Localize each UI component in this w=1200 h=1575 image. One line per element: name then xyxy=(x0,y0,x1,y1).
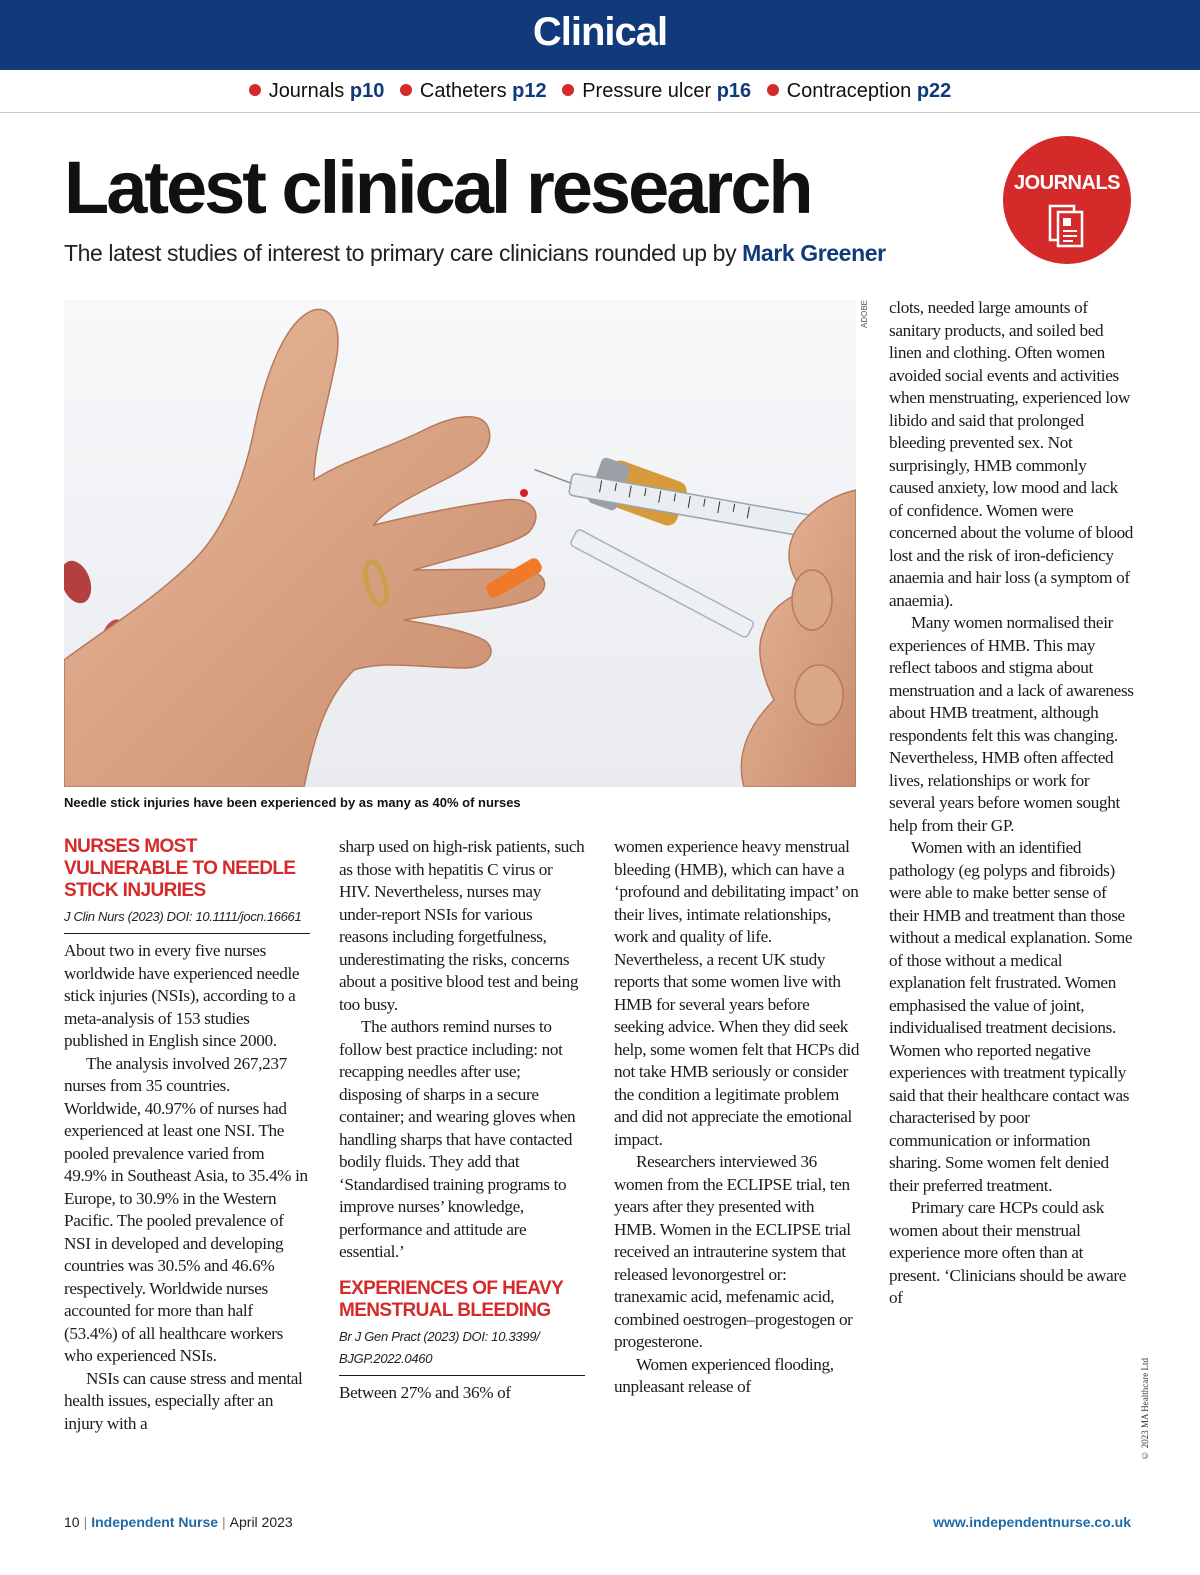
column-4 xyxy=(889,297,1135,1310)
footer-folio xyxy=(64,1514,293,1530)
body-paragraph: Women experienced flooding, unpleasant release of xyxy=(614,1354,834,1396)
standfirst-text: The latest studies of interest to primary care clinicians rounded up by xyxy=(64,240,737,266)
nav-item-pressure-ulcer[interactable] xyxy=(562,80,751,103)
folio-separator: | xyxy=(83,1514,88,1530)
body-paragraph: clots, needed large amounts of sanitary products, and soiled bed linen and clothing. Often women avoided social events and activities when menstruating, experienced low libido and said that prolonged bleeding prevented sex. Not surprisingly, HMB commonly caused anxiety, low mood and lack of confidence. Women were concerned about the volume of blood lost and the risk of iron-deficiency anaemia and hair loss (a symptom of anaemia). xyxy=(889,298,1134,610)
article-photo xyxy=(64,300,856,787)
body-paragraph: Primary care HCPs could ask women about their menstrual experience more often than at present. ‘Clinicians should be aware of xyxy=(889,1198,1127,1307)
journals-badge xyxy=(1003,136,1131,264)
section-title: Clinical xyxy=(532,10,668,54)
journal-reference: Br J Gen Pract (2023) DOI: 10.3399/ BJGP.2022.0460 xyxy=(339,1326,585,1376)
nav-label: Contraception xyxy=(786,80,912,102)
issue-date: April 2023 xyxy=(229,1514,293,1530)
body-paragraph: The analysis involved 267,237 nurses from 35 countries. Worldwide, 40.97% of nurses had experienced at least one NSI. The pooled prevalence varied from 49.9% in Southeast Asia, to 35.4% in Europe, to 30.9% in the Western Pacific. The pooled prevalence of NSI in developed and developing countries was 30.5% and 46.6% respectively. Worldwide nurses accounted for more than half (53.4%) of all healthcare workers who experienced NSIs. xyxy=(64,1053,308,1365)
nav-label: Journals xyxy=(268,80,345,102)
photo-caption: Needle stick injuries have been experienced by as many as 40% of nurses xyxy=(64,795,521,810)
section-nav xyxy=(0,72,1200,112)
folio-separator: | xyxy=(222,1514,226,1530)
author-name: Mark Greener xyxy=(742,240,886,266)
copyright-notice: © 2023 MA Healthcare Ltd xyxy=(1140,1358,1150,1461)
section-heading: NURSES MOST VULNERABLE TO NEEDLE STICK INJURIES xyxy=(64,836,296,901)
nav-item-contraception[interactable] xyxy=(767,80,952,103)
bullet-icon xyxy=(562,84,574,96)
nav-label: Catheters xyxy=(419,80,507,102)
body-paragraph: Between 27% and 36% of xyxy=(339,1382,511,1402)
bullet-icon xyxy=(767,84,779,96)
body-paragraph: Many women normalised their experiences of HMB. This may reflect taboos and stigma about menstruation and a lack of awareness about HMB treatment, although respondents felt this was changing. Nevertheless, HMB often affected lives, relationships or work for several years before women sought help from their GP. xyxy=(889,613,1134,835)
body-paragraph: NSIs can cause stress and mental health issues, especially after an injury with a xyxy=(64,1368,303,1433)
column-1 xyxy=(64,836,310,1435)
headline: Latest clinical research xyxy=(64,146,811,229)
badge-label: JOURNALS xyxy=(1013,172,1120,194)
body-paragraph: Women with an identified pathology (eg polyps and fibroids) were able to make better sense of their HMB and treatment than those without a medical explanation. Some of those without a medical explanation felt frustrated. Women emphasised the value of joint, individualised treatment decisions. Women who reported negative experiences with treatment typically said that their healthcare contact was characterised by poor communication or information sharing. Some women felt denied their preferred treatment. xyxy=(889,838,1133,1195)
nav-page: p10 xyxy=(349,80,385,102)
body-paragraph: Researchers interviewed 36 women from the ECLIPSE trial, ten years after they presented with HMB. Women in the ECLIPSE trial received an intrauterine system that released levonorgestrel or: tranexamic acid, mefenamic acid, combined oestrogen–progestogen or progesterone. xyxy=(614,1152,853,1351)
journal-reference: J Clin Nurs (2023) DOI: 10.1111/jocn.16661 xyxy=(64,906,310,934)
body-paragraph: women experience heavy menstrual bleeding (HMB), which can have a ‘profound and debilitating impact’ on their lives, intimate relationships, work and quality of life. Nevertheless, a recent UK study reports that some women live with HMB for several years before seeking advice. When they did seek help, some women felt that HCPs did not take HMB seriously or consider the condition a legitimate problem and did not appreciate the emotional impact. xyxy=(614,837,860,1149)
nav-item-catheters[interactable] xyxy=(400,80,547,103)
section-banner xyxy=(0,0,1200,70)
page-number: 10 xyxy=(64,1514,80,1530)
section-heading: EXPERIENCES OF HEAVY MENSTRUAL BLEEDING xyxy=(339,1277,563,1321)
nav-divider xyxy=(0,112,1200,113)
bullet-icon xyxy=(400,84,412,96)
column-3 xyxy=(614,836,860,1399)
body-paragraph: About two in every five nurses worldwide have experienced needle stick injuries (NSIs), according to a meta-analysis of 153 studies published in English since 2000. xyxy=(64,941,300,1050)
nav-label: Pressure ulcer xyxy=(582,80,712,102)
body-paragraph: The authors remind nurses to follow best practice including: not recapping needles after use; disposing of sharps in a secure container; and wearing gloves when handling sharps that have contacted bodily fluids. They add that ‘Standardised training programs to improve nurses’ knowledge, performance and attitude are essential.’ xyxy=(339,1017,576,1261)
nav-page: p16 xyxy=(716,80,752,102)
needle-stick-illustration xyxy=(64,300,856,787)
standfirst xyxy=(64,240,944,267)
nav-page: p12 xyxy=(512,80,547,102)
website-link[interactable]: www.independentnurse.co.uk xyxy=(933,1514,1131,1530)
journal-icon xyxy=(1047,204,1087,248)
nav-page: p22 xyxy=(916,80,952,102)
publication-name: Independent Nurse xyxy=(91,1514,219,1530)
photo-credit: ADOBE xyxy=(860,300,869,329)
nav-item-journals[interactable] xyxy=(249,80,385,103)
bullet-icon xyxy=(249,84,261,96)
column-2 xyxy=(339,836,585,1404)
body-paragraph: sharp used on high-risk patients, such as those with hepatitis C virus or HIV. Nevertheless, nurses may under-report NSIs for various reasons including forgetfulness, underestimating the risks, concerns about a positive blood test and being too busy. xyxy=(339,837,585,1014)
